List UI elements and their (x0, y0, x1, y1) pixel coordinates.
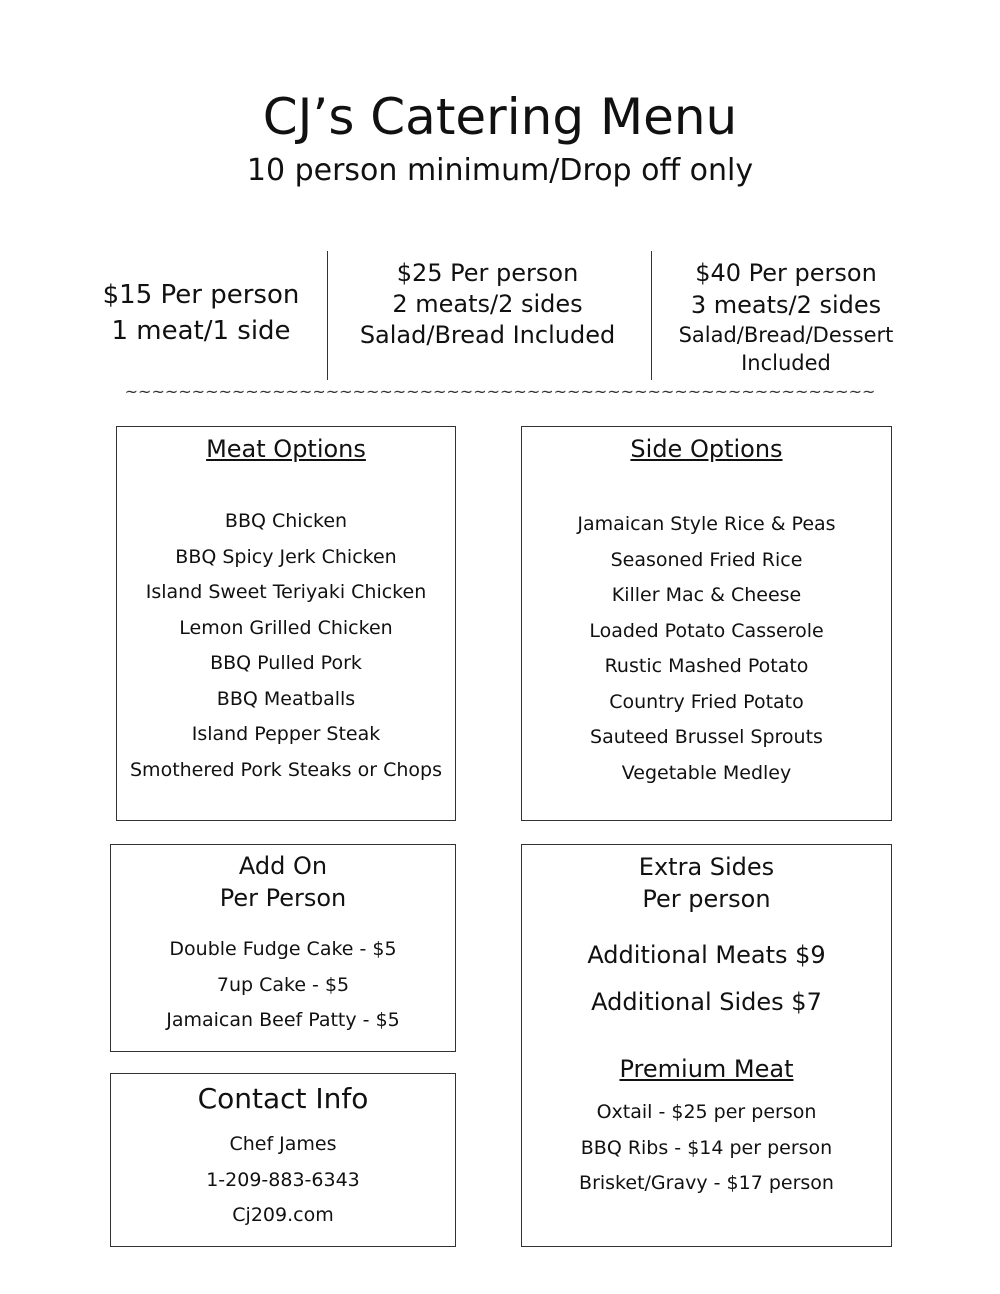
list-item: Brisket/Gravy - $17 person (579, 1172, 834, 1194)
tier-extra: Salad/Bread/Dessert (678, 323, 894, 347)
list-item: Country Fried Potato (609, 690, 804, 713)
add-on-box (110, 844, 456, 1052)
tier-details: 1 meat/1 side (111, 316, 291, 346)
tier-extra: Salad/Bread Included (359, 321, 616, 349)
list-item: BBQ Pulled Pork (210, 652, 362, 674)
contact-name: Chef James (229, 1133, 337, 1155)
list-item: Sauteed Brussel Sprouts (590, 726, 823, 748)
list-item: BBQ Spicy Jerk Chicken (175, 545, 397, 568)
pricing-tier-25 (335, 258, 640, 351)
list-item: Vegetable Medley (621, 761, 792, 784)
add-on-list (111, 932, 455, 1039)
contact-info-list (111, 1127, 455, 1234)
list-item: Killer Mac & Cheese (611, 584, 802, 606)
pricing-tier-15 (80, 277, 322, 349)
list-item: BBQ Ribs - $14 per person (580, 1136, 833, 1159)
extra-sides-heading-line2: Per person (642, 885, 771, 913)
tier-divider (651, 251, 652, 380)
tier-price: $40 Per person (695, 259, 877, 287)
tier-details: 2 meats/2 sides (392, 290, 583, 318)
contact-info-box (110, 1073, 456, 1247)
tier-details: 3 meats/2 sides (690, 291, 882, 319)
list-item: 7up Cake - $5 (216, 973, 350, 996)
extra-sides-heading (522, 851, 891, 915)
pricing-tier-40 (660, 257, 912, 377)
list-item: Jamaican Beef Patty - $5 (166, 1009, 400, 1031)
tilde-divider: ~~~~~~~~~~~~~~~~~~~~~~~~~~~~~~~~~~~~~~~~~~~~~~~~~~~~~~~~ (124, 382, 876, 401)
list-item: BBQ Chicken (224, 510, 348, 532)
list-item: Rustic Mashed Potato (604, 655, 809, 677)
list-item: Lemon Grilled Chicken (179, 616, 393, 639)
contact-info-heading: Contact Info (197, 1082, 369, 1115)
add-on-heading (111, 850, 455, 914)
additional-prices (522, 935, 891, 1029)
side-options-list (522, 507, 891, 791)
side-options-box (521, 426, 892, 821)
extra-sides-heading-line1: Extra Sides (638, 853, 775, 881)
list-item: Oxtail - $25 per person (596, 1101, 817, 1123)
tier-extra-2: Included (741, 351, 831, 375)
additional-meats: Additional Meats $9 (587, 941, 826, 969)
extra-sides-box (521, 844, 892, 1247)
additional-sides: Additional Sides $7 (591, 988, 822, 1016)
list-item: Smothered Pork Steaks or Chops (130, 758, 442, 781)
meat-options-list (117, 504, 455, 788)
page-subtitle: 10 person minimum/Drop off only (246, 153, 754, 188)
tier-price: $15 Per person (102, 280, 300, 310)
tier-divider (327, 251, 328, 380)
add-on-heading-line2: Per Person (219, 884, 347, 912)
contact-website: Cj209.com (232, 1204, 334, 1226)
list-item: Double Fudge Cake - $5 (169, 938, 397, 960)
page-title: CJ’s Catering Menu (262, 88, 738, 146)
list-item: Loaded Potato Casserole (589, 619, 824, 642)
list-item: Island Sweet Teriyaki Chicken (145, 581, 427, 603)
list-item: Seasoned Fried Rice (610, 548, 803, 571)
add-on-heading-line1: Add On (238, 852, 328, 880)
list-item: Jamaican Style Rice & Peas (577, 513, 836, 535)
side-options-heading: Side Options (630, 435, 783, 463)
list-item: BBQ Meatballs (216, 687, 356, 710)
tier-price: $25 Per person (396, 259, 579, 287)
premium-meat-list (522, 1095, 891, 1202)
contact-phone: 1-209-883-6343 (206, 1168, 360, 1191)
meat-options-heading: Meat Options (206, 435, 366, 463)
premium-meat-heading: Premium Meat (619, 1055, 794, 1083)
meat-options-box (116, 426, 456, 821)
list-item: Island Pepper Steak (191, 723, 381, 745)
